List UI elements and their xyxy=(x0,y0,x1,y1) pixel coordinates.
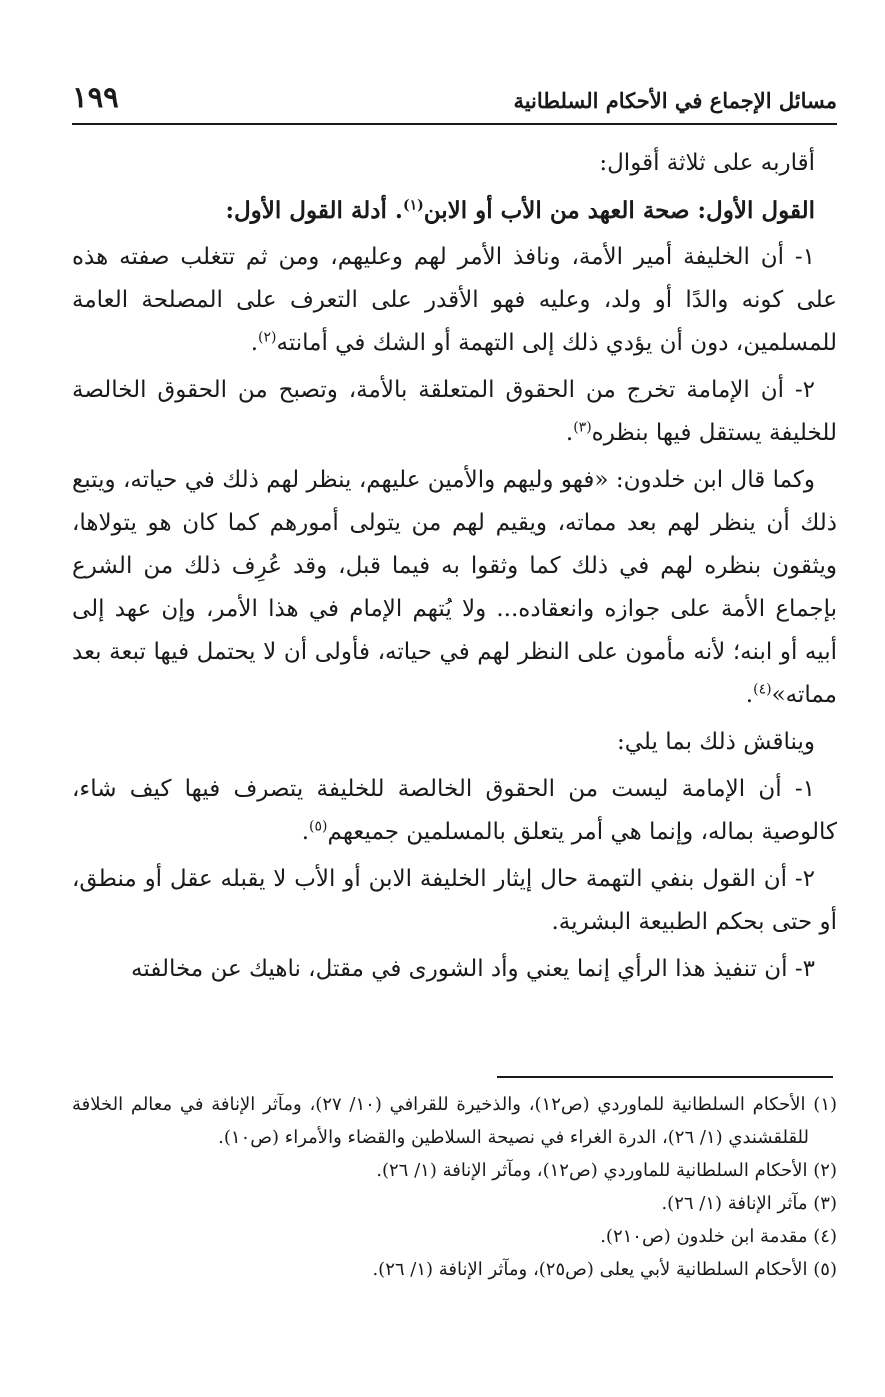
paragraph-ibn-khaldun-quote xyxy=(72,459,837,717)
text: القول الأول: صحة العهد من الأب أو الابن xyxy=(423,197,815,224)
text: ١- أن الإمامة ليست من الحقوق الخالصة للخليفة يتصرف فيها كيف شاء، كالوصية بماله، وإنما هي أمر يتعلق بالمسلمين جميعهم xyxy=(72,776,837,845)
paragraph-discussion-1 xyxy=(72,768,837,854)
paragraph-discussion-3 xyxy=(72,948,837,991)
footnote-ref: (٢) xyxy=(258,329,277,346)
footnote-2: (٢) الأحكام السلطانية للماوردي (ص١٢)، ومآثر الإنافة (١/ ٢٦). xyxy=(376,1160,837,1181)
running-title: مسائل الإجماع في الأحكام السلطانية xyxy=(513,88,837,113)
footnote-3: (٣) مآثر الإنافة (١/ ٢٦). xyxy=(661,1193,837,1214)
page-number: ١٩٩ xyxy=(72,80,119,114)
main-text xyxy=(72,142,837,995)
footnote-5: (٥) الأحكام السلطانية لأبي يعلى (ص٢٥)، ومآثر الإنافة (١/ ٢٦). xyxy=(372,1259,837,1280)
paragraph-evidence-2 xyxy=(72,369,837,455)
footnote-ref: (٥) xyxy=(309,818,328,835)
footnote-ref: (٤) xyxy=(753,681,772,698)
text: ٣- أن تنفيذ هذا الرأي إنما يعني وأد الشورى في مقتل، ناهيك عن مخالفته xyxy=(131,956,815,982)
footnote-4: (٤) مقدمة ابن خلدون (ص٢١٠). xyxy=(600,1226,837,1247)
text: ويناقش ذلك بما يلي: xyxy=(617,729,815,755)
text: وكما قال ابن خلدون: «فهو وليهم والأمين عليهم، ينظر لهم ذلك في حياته، ويتبع ذلك أن ينظر لهم بعد مماته، ويقيم لهم من يتولى أمورهم كما كان هو يتولاها، ويثقون بنظره لهم في ذلك كما وثقوا به فيما قبل، وقد عُرِف ذلك من الشرع بإجماع الأمة على جوازه وانعقاده... ولا يُتهم الإمام في هذا الأمر، وإن عهد إلى أبيه أو ابنه؛ لأنه مأمون على النظر لهم في حياته، فأولى أن لا يحتمل فيها تبعة بعد مماته» xyxy=(72,467,837,708)
footnotes xyxy=(72,1088,837,1286)
paragraph-evidence-1 xyxy=(72,236,837,365)
text: ١- أن الخليفة أمير الأمة، ونافذ الأمر لهم وعليهم، ومن ثم تتغلب صفته هذه على كونه والدًا أو ولد، وعليه فهو الأقدر على التعرف على المصلحة العامة للمسلمين، دون أن يؤدي ذلك إلى التهمة أو الشك في أمانته xyxy=(72,244,837,356)
paragraph-discussion-2 xyxy=(72,858,837,944)
header-divider xyxy=(72,123,837,125)
footnote-1: (١) الأحكام السلطانية للماوردي (ص١٢)، والذخيرة للقرافي (١٠/ ٢٧)، ومآثر الإنافة في معالم الخلافة للقلقشندي (١/ ٢٦)، الدرة الغراء في نصيحة السلاطين والقضاء والأمراء (ص١٠). xyxy=(72,1094,838,1148)
text: . xyxy=(250,330,259,356)
paragraph-intro xyxy=(72,142,837,185)
text: . xyxy=(301,819,310,845)
paragraph-discussion-intro xyxy=(72,721,837,764)
text: . xyxy=(565,420,574,446)
text: ٢- أن القول بنفي التهمة حال إيثار الخليفة الابن أو الأب لا يقبله عقل أو منطق، أو حتى بحكم الطبيعة البشرية. xyxy=(72,866,837,935)
page-header xyxy=(72,78,837,122)
footnote-ref: (١) xyxy=(402,197,424,214)
footnote-divider xyxy=(497,1076,833,1078)
text: . أدلة القول الأول: xyxy=(225,197,403,224)
paragraph-first-opinion xyxy=(72,189,837,232)
text: أقاربه على ثلاثة أقوال: xyxy=(599,150,815,176)
footnote-ref: (٣) xyxy=(573,419,592,436)
text: ٢- أن الإمامة تخرج من الحقوق المتعلقة بالأمة، وتصبح من الحقوق الخالصة للخليفة يستقل فيها بنظره xyxy=(72,377,837,446)
text: . xyxy=(745,682,754,708)
